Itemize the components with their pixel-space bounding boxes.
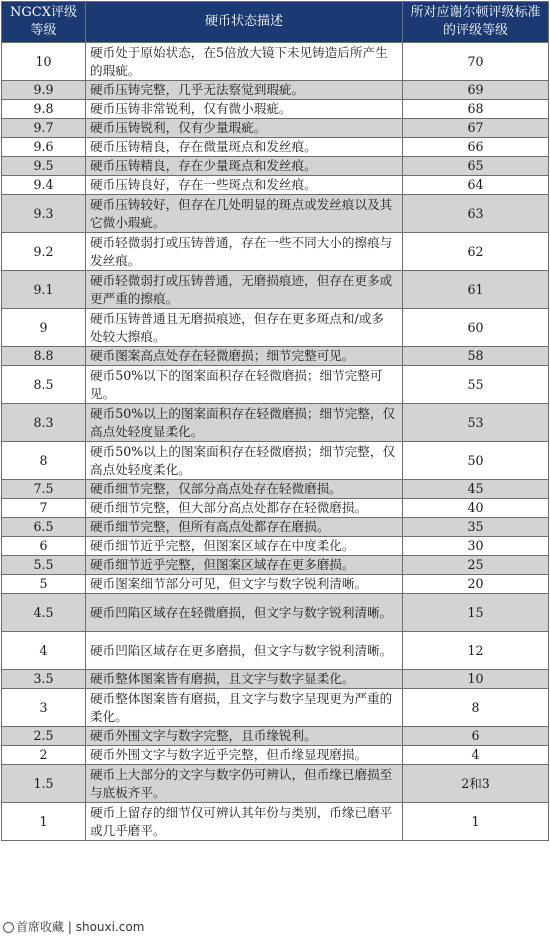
sheldon-grade-cell: 1 [403, 803, 549, 841]
grade-cell: 2 [2, 746, 86, 765]
description-cell: 硬币处于原始状态，在5倍放大镜下未见铸造后所产生的瑕疵。 [86, 43, 403, 81]
table-row [2, 43, 549, 81]
grade-cell: 7 [2, 499, 86, 518]
description-cell: 硬币凹陷区域存在轻微磨损，但文字与数字锐利清晰。 [86, 594, 403, 632]
sheldon-grade-cell: 67 [403, 119, 549, 138]
grade-cell: 9.2 [2, 233, 86, 271]
description-cell: 硬币细节近乎完整，但图案区域存在更多磨损。 [86, 556, 403, 575]
sheldon-grade-cell: 30 [403, 537, 549, 556]
grade-cell: 9.6 [2, 138, 86, 157]
description-cell: 硬币细节完整，但大部分高点处都存在轻微磨损。 [86, 499, 403, 518]
table-row [2, 499, 549, 518]
grade-cell: 9.9 [2, 81, 86, 100]
watermark-separator: | [67, 920, 72, 934]
table-row [2, 119, 549, 138]
table-row [2, 138, 549, 157]
description-cell: 硬币压铸非常锐利，仅有微小瑕疵。 [86, 100, 403, 119]
table-row [2, 347, 549, 366]
description-cell: 硬币上留存的细节仅可辨认其年份与类别，币缘已磨平或几乎磨平。 [86, 803, 403, 841]
table-row [2, 480, 549, 499]
grade-cell: 10 [2, 43, 86, 81]
sheldon-grade-cell: 4 [403, 746, 549, 765]
grade-cell: 1.5 [2, 765, 86, 803]
table-row [2, 727, 549, 746]
grade-cell: 6 [2, 537, 86, 556]
sheldon-grade-cell: 6 [403, 727, 549, 746]
sheldon-grade-cell: 12 [403, 632, 549, 670]
sheldon-grade-cell: 70 [403, 43, 549, 81]
watermark-domain: shouxi.com [75, 920, 145, 934]
description-cell: 硬币压铸普通且无磨损痕迹，但存在更多斑点和/或多处较大擦痕。 [86, 309, 403, 347]
grade-cell: 7.5 [2, 480, 86, 499]
table-row [2, 233, 549, 271]
sheldon-grade-cell: 20 [403, 575, 549, 594]
description-cell: 硬币轻微弱打或压铸普通，无磨损痕迹，但存在更多或更严重的擦痕。 [86, 271, 403, 309]
sheldon-grade-cell: 35 [403, 518, 549, 537]
header-ngcx-line1: NGCX评级 [10, 5, 77, 20]
table-row [2, 746, 549, 765]
description-cell: 硬币50%以上的图案面积存在轻微磨损；细节完整，仅高点处轻度显柔化。 [86, 404, 403, 442]
grade-cell: 1 [2, 803, 86, 841]
table-row [2, 537, 549, 556]
grade-cell: 9.7 [2, 119, 86, 138]
table-row [2, 556, 549, 575]
sheldon-grade-cell: 61 [403, 271, 549, 309]
description-cell: 硬币压铸完整，几乎无法察觉到瑕疵。 [86, 81, 403, 100]
table-row [2, 271, 549, 309]
grade-cell: 9 [2, 309, 86, 347]
header-description: 硬币状态描述 [86, 2, 403, 43]
sheldon-grade-cell: 65 [403, 157, 549, 176]
table-row [2, 176, 549, 195]
description-cell: 硬币压铸精良，存在少量斑点和发丝痕。 [86, 157, 403, 176]
table-row [2, 765, 549, 803]
sheldon-grade-cell: 66 [403, 138, 549, 157]
description-cell: 硬币图案细节部分可见，但文字与数字锐利清晰。 [86, 575, 403, 594]
sheldon-grade-cell: 55 [403, 366, 549, 404]
sheldon-grade-cell: 8 [403, 689, 549, 727]
grade-cell: 4.5 [2, 594, 86, 632]
table-row [2, 670, 549, 689]
description-cell: 硬币整体图案皆有磨损，且文字与数字呈现更为严重的柔化。 [86, 689, 403, 727]
description-cell: 硬币细节完整，仅部分高点处存在轻微磨损。 [86, 480, 403, 499]
grade-cell: 9.3 [2, 195, 86, 233]
site-watermark [0, 918, 148, 937]
header-ngcx-line2: 等级 [30, 23, 57, 38]
grade-cell: 2.5 [2, 727, 86, 746]
site-logo-icon [3, 922, 14, 933]
sheldon-grade-cell: 62 [403, 233, 549, 271]
table-row [2, 195, 549, 233]
sheldon-grade-cell: 15 [403, 594, 549, 632]
sheldon-grade-cell: 10 [403, 670, 549, 689]
description-cell: 硬币压铸精良，存在微量斑点和发丝痕。 [86, 138, 403, 157]
table-row [2, 81, 549, 100]
grade-cell: 9.8 [2, 100, 86, 119]
table-row [2, 594, 549, 632]
grade-cell: 8.3 [2, 404, 86, 442]
grade-cell: 3 [2, 689, 86, 727]
description-cell: 硬币整体图案皆有磨损，且文字与数字显柔化。 [86, 670, 403, 689]
table-body [2, 43, 549, 841]
sheldon-grade-cell: 53 [403, 404, 549, 442]
table-row [2, 575, 549, 594]
description-cell: 硬币凹陷区域存在更多磨损，但文字与数字锐利清晰。 [86, 632, 403, 670]
grading-table [1, 1, 549, 841]
grade-cell: 9.1 [2, 271, 86, 309]
sheldon-grade-cell: 25 [403, 556, 549, 575]
description-cell: 硬币压铸锐利，仅有少量瑕疵。 [86, 119, 403, 138]
description-cell: 硬币外围文字与数字近乎完整，但币缘显现磨损。 [86, 746, 403, 765]
description-cell: 硬币外围文字与数字完整，且币缘锐利。 [86, 727, 403, 746]
grade-cell: 6.5 [2, 518, 86, 537]
description-cell: 硬币50%以下的图案面积存在轻微磨损；细节完整可见。 [86, 366, 403, 404]
sheldon-grade-cell: 64 [403, 176, 549, 195]
description-cell: 硬币压铸良好，存在一些斑点和发丝痕。 [86, 176, 403, 195]
description-cell: 硬币轻微弱打或压铸普通，存在一些不同大小的擦痕与发丝痕。 [86, 233, 403, 271]
description-cell: 硬币50%以上的图案面积存在轻微磨损；细节完整，仅高点处轻度柔化。 [86, 442, 403, 480]
table-row [2, 366, 549, 404]
sheldon-grade-cell: 40 [403, 499, 549, 518]
table-row [2, 404, 549, 442]
table-row [2, 803, 549, 841]
description-cell: 硬币细节近乎完整，但图案区域存在中度柔化。 [86, 537, 403, 556]
table-row [2, 518, 549, 537]
sheldon-grade-cell: 63 [403, 195, 549, 233]
sheldon-grade-cell: 2和3 [403, 765, 549, 803]
sheldon-grade-cell: 58 [403, 347, 549, 366]
watermark-site: 首席收藏 [16, 920, 65, 934]
table-row [2, 689, 549, 727]
description-cell: 硬币上大部分的文字与数字仍可辨认，但币缘已磨损至与底板齐平。 [86, 765, 403, 803]
sheldon-grade-cell: 50 [403, 442, 549, 480]
grade-cell: 8 [2, 442, 86, 480]
header-sheldon-grade [403, 2, 549, 43]
grade-cell: 8.8 [2, 347, 86, 366]
description-cell: 硬币图案高点处存在轻微磨损；细节完整可见。 [86, 347, 403, 366]
grade-cell: 8.5 [2, 366, 86, 404]
description-cell: 硬币压铸较好，但存在几处明显的斑点或发丝痕以及其它微小瑕疵。 [86, 195, 403, 233]
sheldon-grade-cell: 60 [403, 309, 549, 347]
sheldon-grade-cell: 69 [403, 81, 549, 100]
header-sheldon-line2: 的评级等级 [442, 23, 508, 38]
sheldon-grade-cell: 45 [403, 480, 549, 499]
header-ngcx-grade [2, 2, 86, 43]
grade-cell: 5 [2, 575, 86, 594]
description-cell: 硬币细节完整，但所有高点处都存在磨损。 [86, 518, 403, 537]
grade-cell: 9.5 [2, 157, 86, 176]
grade-cell: 4 [2, 632, 86, 670]
table-row [2, 157, 549, 176]
table-row [2, 632, 549, 670]
table-header-row [2, 2, 549, 43]
header-sheldon-line1: 所对应谢尔顿评级标准 [410, 5, 541, 20]
grade-cell: 5.5 [2, 556, 86, 575]
grade-cell: 3.5 [2, 670, 86, 689]
table-row [2, 309, 549, 347]
grade-cell: 9.4 [2, 176, 86, 195]
table-row [2, 100, 549, 119]
table-row [2, 442, 549, 480]
sheldon-grade-cell: 68 [403, 100, 549, 119]
